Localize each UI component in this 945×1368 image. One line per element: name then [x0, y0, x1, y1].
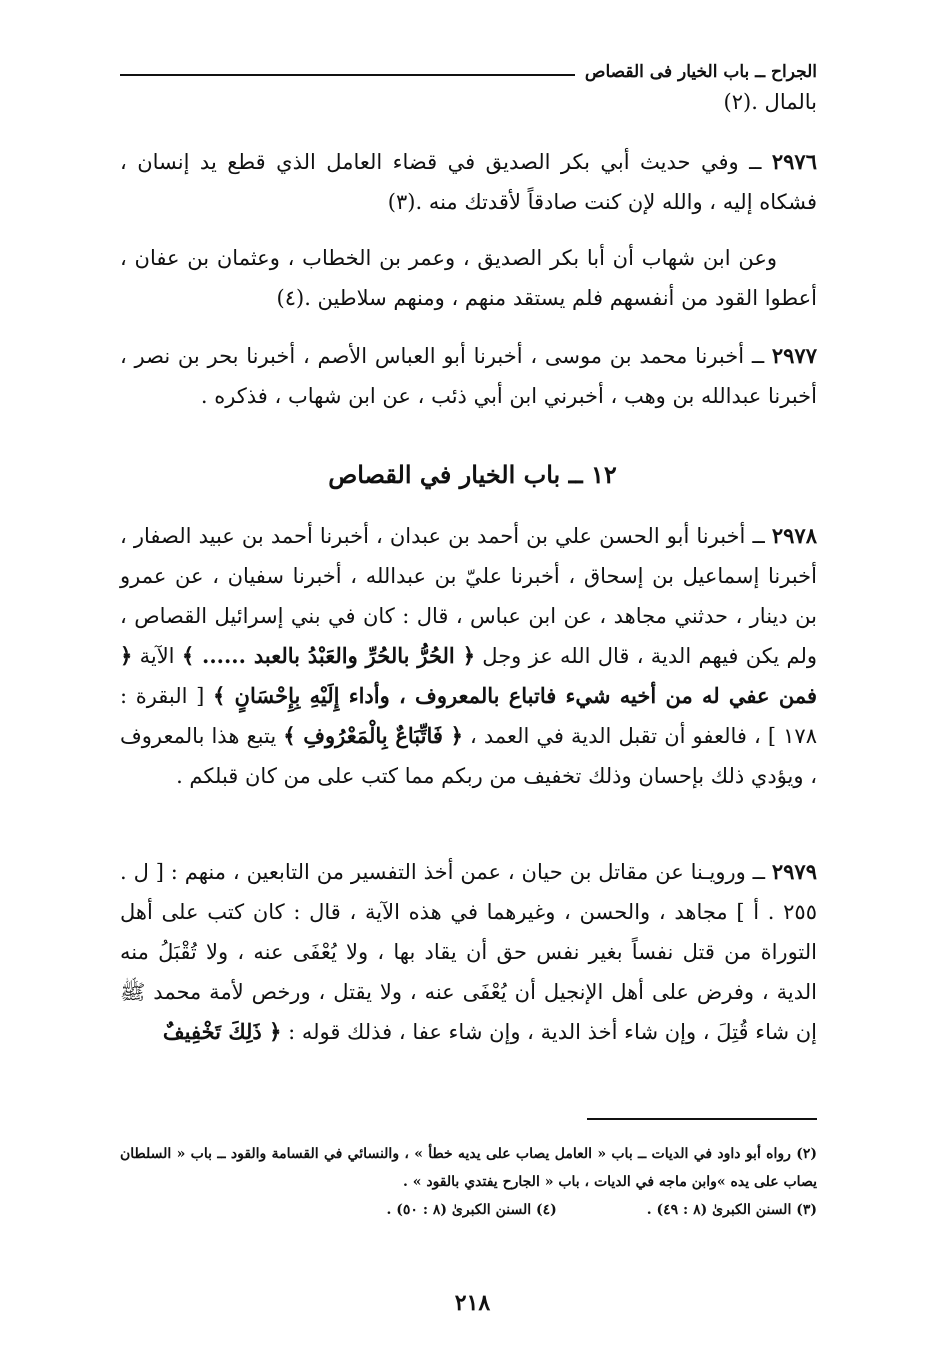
paragraph-2977: [120, 336, 817, 416]
paragraph-text: الآية: [132, 644, 182, 668]
paragraph-2979: [120, 852, 817, 1052]
header-rule: [120, 74, 575, 76]
footnote-3: (٣) السنن الكبرىٰ (٨ : ٤٩) .: [646, 1202, 817, 1218]
paragraph-text: يتبع هذا بالمعروف ، ويؤدي ذلك بإحسان وذلك تخفيف من ربكم مما كتب على من كان قبلكم .: [120, 724, 817, 788]
header-title: الجراح ــ باب الخيار فى القصاص: [584, 62, 817, 82]
paragraph-text: ــ ورويـنا عن مقاتل بن حيان ، عمن أخذ التفسير من التابعين ، منهم : [ ل . ٢٥٥ . أ ] مجاهد ، والحسن ، وغيرهما في هذه الآية ، قال : كان كتب على أهل التوراة من قتل نفساً بغير نفس حق أن يقاد بها ، ولا يُعْفَى عنه ، ولا تُقْبَلُ منه الدية ، وفرض على أهل الإنجيل أن يُعْفَى عنه ، ولا يقتل ، ورخص لأمة محمد ﷺ إن شاء قُتِلَ ، وإن شاء أخذ الدية ، وإن شاء عفا ، فذلك قوله :: [120, 860, 817, 1044]
running-header: [120, 52, 817, 82]
footnote-2: (٢) رواه أبو داود في الديات ــ باب « العامل يصاب على يديه خطأ » ، والنسائي في القسامة والقود ــ باب « السلطان يصاب على يده »وابن ماجه في الديات ، باب « الجارح يفتدي بالقود » .: [120, 1146, 817, 1190]
paragraph-ibn-shihab: [120, 238, 817, 318]
footnotes: [120, 1140, 817, 1224]
hadith-number: ٢٩٧٨: [771, 523, 817, 548]
continuation-line: بالمال .(٢): [723, 90, 817, 114]
quran-quote: ﴿ الحُرُّ بالحُرِّ والعَبْدُ بالعبد ...... ﴾: [181, 643, 475, 668]
paragraph-text: ــ وفي حديث أبي بكر الصديق في قضاء العامل الذي قطع يد إنسان ، فشكاه إليه ، والله لإن كنت صادقاً لأقدتك منه .(٣): [120, 150, 817, 214]
paragraph-text: ــ أخبرنا محمد بن موسى ، أخبرنا أبو العباس الأصم ، أخبرنا بحر بن نصر ، أخبرنا عبدالله بن وهب ، أخبرني ابن أبي ذئب ، عن ابن شهاب ، فذكره .: [120, 344, 817, 408]
page-number: ٢١٨: [454, 1290, 491, 1316]
paragraph-text: وعن ابن شهاب أن أبا بكر الصديق ، وعمر بن الخطاب ، وعثمان بن عفان ، أعطوا القود من أنفسهم فلم يستقد منهم ، ومنهم سلاطين .(٤): [120, 246, 817, 310]
hadith-number: ٢٩٧٦: [771, 149, 817, 174]
paragraph-text: ــ أخبرنا أبو الحسن علي بن أحمد بن عبدان ، أخبرنا أحمد بن عبيد الصفار ، أخبرنا إسماعيل بن إسحاق ، أخبرنا عليّ بن عبدالله ، أخبرنا سفيان ، عن عمرو بن دينار ، حدثني مجاهد ، عن ابن عباس ، قال : كان في بني إسرائيل القصاص ، ولم يكن فيهم الدية ، قال الله عز وجل: [120, 524, 817, 668]
paragraph-2976: [120, 142, 817, 222]
hadith-number: ٢٩٧٧: [771, 343, 817, 368]
paragraph-text: [ البقرة : ١٧٨ ] ، فالعفو أن تقبل الدية في العمد ،: [120, 684, 817, 748]
quran-quote: ﴿ ذَلِكَ تَخْفِيفٌ: [162, 1019, 282, 1044]
footnote-rule: [587, 1118, 817, 1120]
section-title: ١٢ ــ باب الخيار في القصاص: [328, 460, 617, 489]
quran-quote: ﴿ فمن عفي له من أخيه شيء فاتباع بالمعروف ، وأداء إِلَيْهِ بِإِحْسَانٍ ﴾: [120, 643, 818, 708]
paragraph-2978: [120, 516, 817, 796]
footnote-4: (٤) السنن الكبرىٰ (٨ : ٥٠) .: [386, 1202, 557, 1218]
hadith-number: ٢٩٧٩: [771, 859, 817, 884]
top-line: [120, 82, 817, 122]
quran-quote: ﴿ فَاتِّبَاعٌ بِالْمَعْرُوفِ ﴾: [283, 723, 463, 748]
